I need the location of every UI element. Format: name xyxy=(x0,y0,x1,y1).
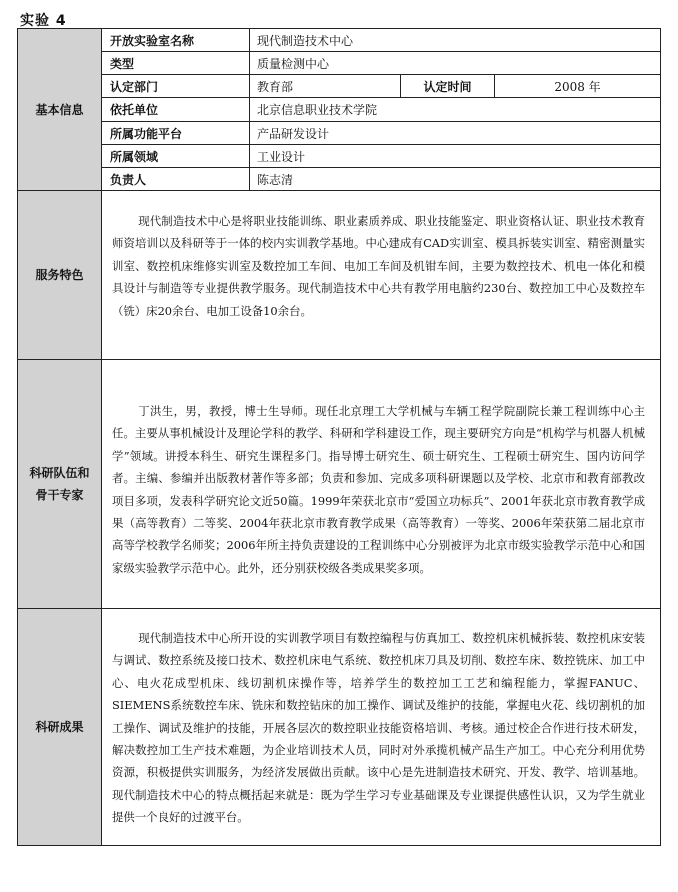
service-text: 现代制造技术中心是将职业技能训练、职业素质养成、职业技能鉴定、职业资格认证、职业技术教育师资培训以及科研等于一体的校内实训教学基地。中心建成有CAD实训室、模具拆装实训室、精密测量实训室、数控机床维修实训室及数控加工车间、电加工车间及机钳车间，主要为数控技术、机电一体化和模具设计与制造等专业提供教学服务。现代制造技术中心共有教学用电脑约230台、数控加工中心及数控车（铣）床20余台、电加工设备10余台。 xyxy=(112,214,645,318)
service-content xyxy=(102,191,660,360)
results-label: 科研成果 xyxy=(18,609,102,845)
row-field-label: 所属领域 xyxy=(102,145,250,168)
lab-info-form xyxy=(17,28,661,846)
row-unit-label: 依托单位 xyxy=(102,98,250,122)
row-field-value: 工业设计 xyxy=(250,145,660,168)
team-label-line2: 骨干专家 xyxy=(35,488,84,502)
document-title: 实验 4 xyxy=(20,13,67,29)
basic-info-label: 基本信息 xyxy=(18,29,102,191)
results-content xyxy=(102,609,660,845)
team-text: 丁洪生，男，教授，博士生导师。现任北京理工大学机械与车辆工程学院副院长兼工程训练中心主任。主要从事机械设计及理论学科的教学、科研和学科建设工作，现主要研究方向是“机构学与机器人机械学”领域。讲授本科生、研究生课程多门。指导博士研究生、硕士研究生、工程硕士研究生、国内访问学者。主编、参编并出版教材著作等多部；负责和参加、完成多项科研课题以及学校、北京市和教育部教改项目多项，发表科学研究论文近50篇。1999年荣获北京市“爱国立功标兵”、2001年获北京市教育教学成果（高等教育）二等奖、2004年获北京市教育教学成果（高等教育）一等奖、2006年荣获第二届北京市高等学校教学名师奖；2006年所主持负责建设的工程训练中心分别被评为北京市级实验教学示范中心和国家级实验教学示范中心。此外，还分别获校级各类成果奖多项。 xyxy=(112,404,645,575)
row-leader-value: 陈志清 xyxy=(250,168,660,191)
row-type-value: 质量检测中心 xyxy=(250,52,660,75)
row-dept-label: 认定部门 xyxy=(102,75,250,98)
team-content xyxy=(102,360,660,609)
row-platform-value: 产品研发设计 xyxy=(250,122,660,145)
service-label: 服务特色 xyxy=(18,191,102,360)
team-label-line1: 科研队伍和 xyxy=(29,466,90,480)
team-label xyxy=(18,360,102,609)
row-type-label: 类型 xyxy=(102,52,250,75)
row-date-label: 认定时间 xyxy=(401,75,495,98)
row-leader-label: 负责人 xyxy=(102,168,250,191)
row-unit-value: 北京信息职业技术学院 xyxy=(250,98,660,122)
row-platform-label: 所属功能平台 xyxy=(102,122,250,145)
row-lab-name-label: 开放实验室名称 xyxy=(102,29,250,52)
results-text: 现代制造技术中心所开设的实训教学项目有数控编程与仿真加工、数控机床机械拆装、数控机床安装与调试、数控系统及接口技术、数控机床电气系统、数控机床刀具及切削、数控车床、数控铣床、加工中心、电火花成型机床、线切割机床操作等，培养学生的数控加工工艺和编程能力，掌握FANUC、SIEMENS系统数控车床、铣床和数控钻床的加工操作、调试及维护的技能，掌握电火花、线切割机的加工操作、调试及维护的技能，开展各层次的数控职业技能资格培训、考核。通过校企合作进行技术研发，解决数控加工生产技术难题，为企业培训技术人员，同时对外承揽机械产品生产加工。中心充分利用优势资源，积极提供实训服务，为经济发展做出贡献。该中心是先进制造技术研究、开发、教学、培训基地。现代制造技术中心的特点概括起来就是：既为学生学习专业基础课及专业课提供感性认识，又为学生就业提供一个良好的过渡平台。 xyxy=(112,631,645,825)
row-lab-name-value: 现代制造技术中心 xyxy=(250,29,660,52)
row-dept-value: 教育部 xyxy=(250,75,401,98)
row-date-value: 2008 年 xyxy=(495,75,660,98)
